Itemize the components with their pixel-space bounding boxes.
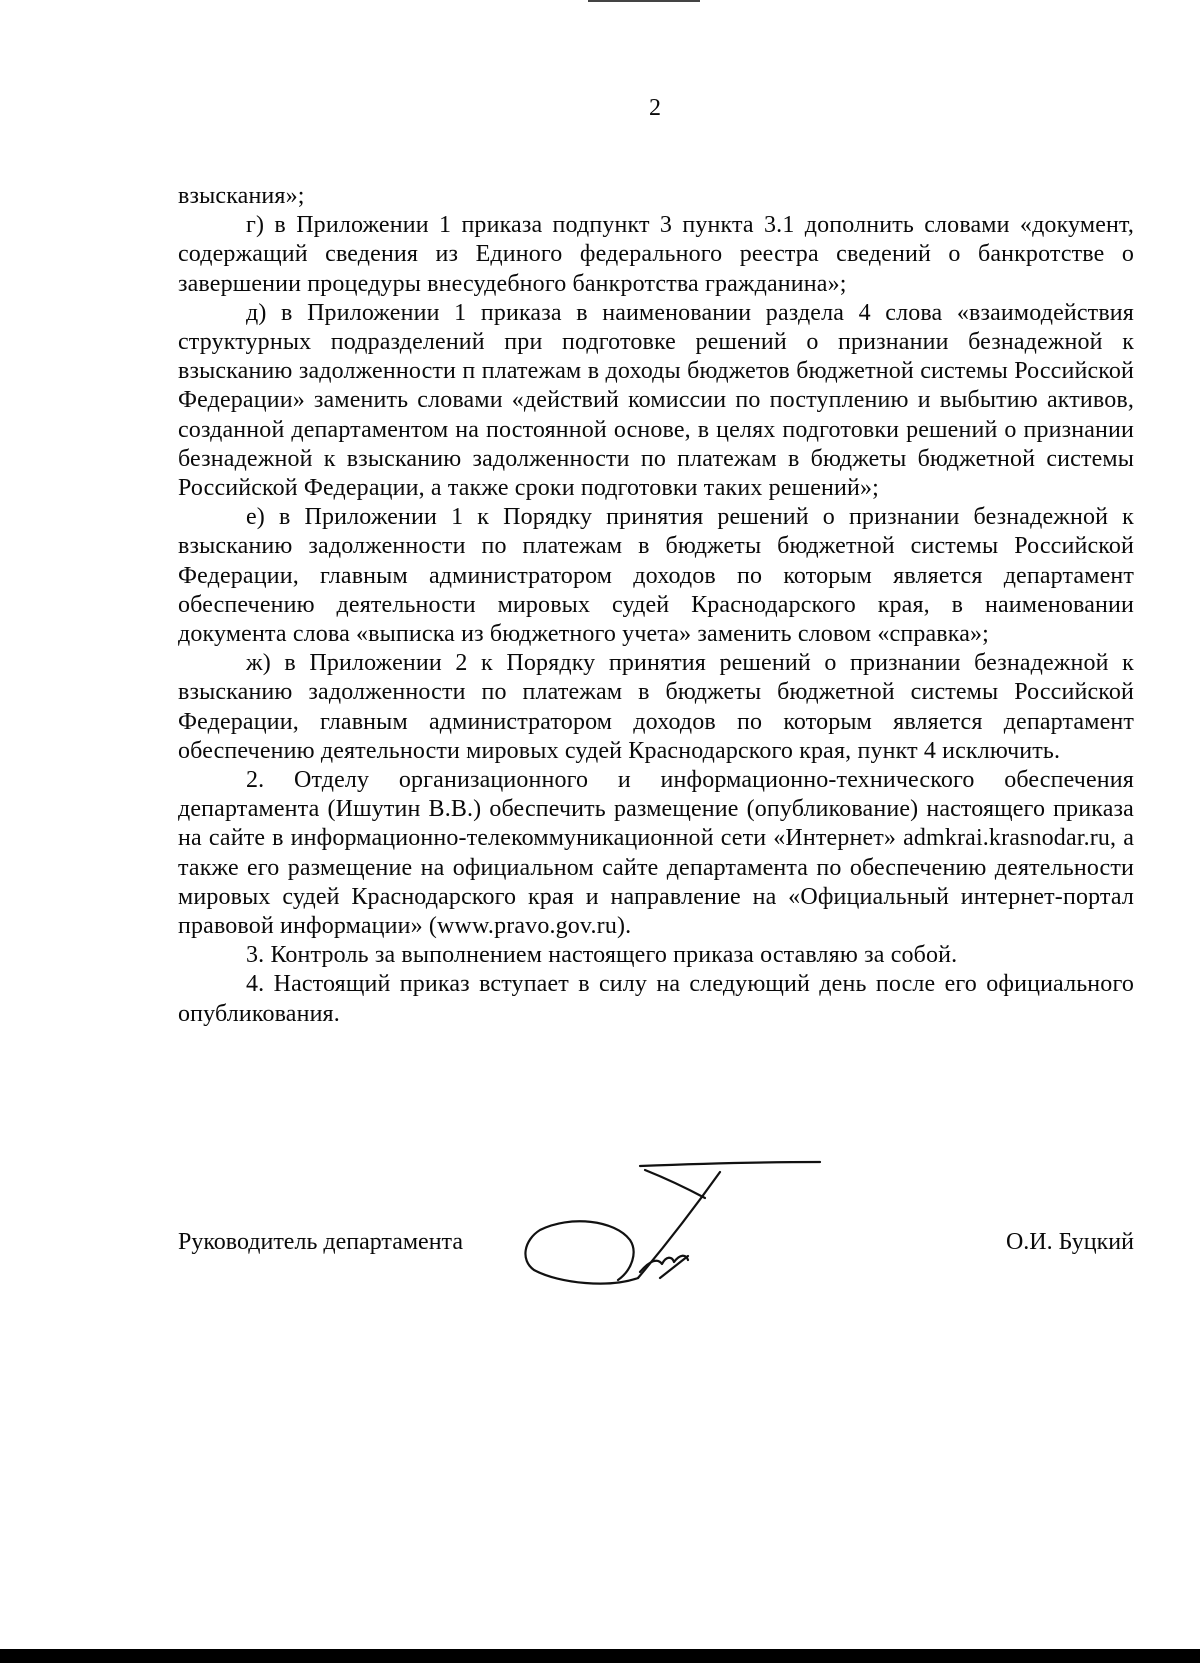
paragraph-item-e: е) в Приложении 1 к Порядку принятия решений о признании безнадежной к взысканию задолженности по платежам в бюджеты бюджетной системы Российской Федерации, главным администратором доходов по которым является департамент обеспечению деятельности мировых судей Краснодарского края, в наименовании документа слова «выписка из бюджетного учета» заменить словом «справка»; — [178, 504, 1134, 648]
signature-block — [178, 1228, 1134, 1268]
paragraph-point-3: 3. Контроль за выполнением настоящего приказа оставляю за собой. — [246, 942, 958, 969]
paragraph-continuation: взыскания»; — [178, 183, 305, 209]
document-body — [178, 182, 1134, 1029]
handwritten-signature — [520, 1160, 830, 1290]
top-edge-line — [588, 0, 700, 2]
signer-name: О.И. Буцкий — [1005, 1229, 1134, 1255]
paragraph-item-zh: ж) в Приложении 2 к Порядку принятия решений о признании безнадежной к взысканию задолженности по платежам в бюджеты бюджетной системы Российской Федерации, главным администратором доходов по которым является департамент обеспечению деятельности мировых судей Краснодарского края, пункт 4 исключить. — [178, 650, 1134, 764]
paragraph-item-d: д) в Приложении 1 приказа в наименовании раздела 4 слова «взаимодействия структурных подразделений при подготовке решений о признании безнадежной к взысканию задолженности п платежам в доходы бюджетов бюджетной системы Российской Федерации» заменить словами «действий комиссии по поступлению и выбытию активов, созданной департаментом на постоянной основе, в целях подготовки решений о признании безнадежной к взысканию задолженности по платежам в бюджеты бюджетной системы Российской Федерации, а также сроки подготовки таких решений»; — [178, 299, 1134, 502]
paragraph-item-g: г) в Приложении 1 приказа подпункт 3 пункта 3.1 дополнить словами «документ, содержащий сведения из Единого федерального реестра сведений о банкротстве о завершении процедуры внесудебного банкротства гражданина»; — [178, 212, 1134, 297]
signer-title: Руководитель департамента — [178, 1229, 463, 1255]
page-number: 2 — [649, 95, 661, 121]
scan-bottom-border — [0, 1649, 1200, 1663]
paragraph-point-2: 2. Отделу организационного и информационно-технического обеспечения департамента (Ишутин В.В.) обеспечить размещение (опубликование) настоящего приказа на сайте в информационно-телекоммуникационной сети «Интернет» admkrai.krasnodar.ru, а также его размещение на официальном сайте департамента по обеспечению деятельности мировых судей Краснодарского края и направление на «Официальный интернет-портал правовой информации» (www.pravo.gov.ru). — [178, 767, 1134, 940]
paragraph-point-4: 4. Настоящий приказ вступает в силу на следующий день после его официального опубликования. — [178, 971, 1134, 1027]
